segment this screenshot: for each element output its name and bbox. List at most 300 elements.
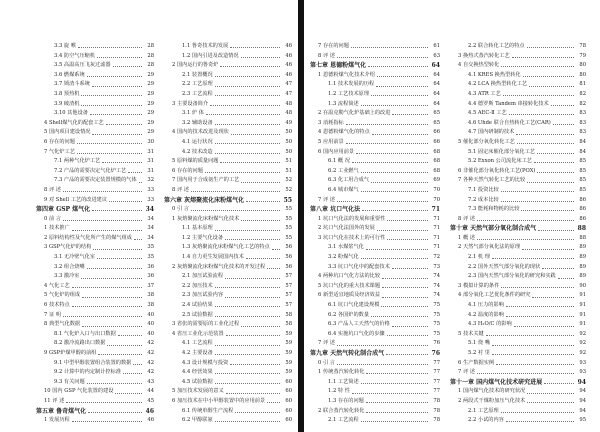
toc-entry-title: 第十一章 国内煤气化技术研究进展 xyxy=(450,378,543,386)
toc-entry-title: 9 对 Shell 工艺的改进建议 xyxy=(44,196,108,203)
dot-leader xyxy=(517,143,574,144)
toc-entry-page: 72 xyxy=(433,254,440,261)
toc-entry-page: 40 xyxy=(147,311,154,318)
toc-entry xyxy=(164,119,292,129)
toc-entry-page: 74 xyxy=(433,292,440,299)
toc-entry-title: 3.7 锁渣斗系统 xyxy=(54,81,90,88)
toc-entry xyxy=(36,119,154,129)
toc-entry-page: 86 xyxy=(579,215,586,222)
toc-entry xyxy=(310,282,440,292)
toc-entry-title: 3.3 旋 喉 xyxy=(54,43,76,49)
dot-leader xyxy=(337,364,428,365)
toc-entry-page: 80 xyxy=(579,71,586,78)
toc-entry-page: 77 xyxy=(433,369,440,376)
dot-leader xyxy=(516,134,574,135)
toc-entry xyxy=(310,234,440,244)
toc-entry-title: 11 评 述 xyxy=(44,397,65,404)
toc-entry-title: 6.2 甲醇联氨 xyxy=(182,417,213,424)
toc-entry-page: 93 xyxy=(579,369,586,376)
toc-entry xyxy=(450,52,586,62)
toc-entry xyxy=(164,416,292,426)
toc-entry xyxy=(450,359,586,369)
toc-entry-title: 2 国内运行的鲁奇炉 xyxy=(172,62,219,69)
toc-entry-page: 82 xyxy=(579,90,586,97)
dot-leader xyxy=(522,249,574,250)
toc-entry xyxy=(310,196,440,206)
toc-entry xyxy=(164,167,292,177)
toc-entry-title: 3 模拟计算的条件 xyxy=(458,282,500,289)
dot-leader xyxy=(72,306,142,307)
dot-leader xyxy=(514,326,574,327)
toc-entry-page: 46 xyxy=(285,43,292,49)
toc-entry-title: 10 国内 GSP 气化装置的建设 xyxy=(44,388,114,395)
dot-leader xyxy=(205,172,280,173)
toc-entry-title: 2.1 机 理 xyxy=(468,254,490,261)
toc-entry-page: 84 xyxy=(579,138,586,145)
toc-entry-title: 9.1 中型甲醇装置组合装置的数据 xyxy=(54,359,132,366)
toc-entry-title: 2.1 工艺原理 xyxy=(468,407,499,414)
dot-leader xyxy=(337,201,428,202)
dot-leader xyxy=(477,220,574,221)
toc-entry-page: 63 xyxy=(433,52,440,59)
toc-entry-title: 6.4 实施坑口气化的步骤 xyxy=(328,330,385,337)
toc-entry-title: 3.4 防空气压缩机 xyxy=(54,52,96,59)
toc-entry-page: 85 xyxy=(579,167,586,174)
toc-entry xyxy=(310,90,440,100)
dot-leader xyxy=(107,345,142,346)
toc-entry-title: 5 应用前景 xyxy=(318,138,344,145)
toc-entry xyxy=(310,71,440,81)
toc-entry-page: 82 xyxy=(579,100,586,107)
toc-entry-page: 52 xyxy=(285,177,292,184)
toc-entry xyxy=(310,407,440,417)
toc-entry-page: 78 xyxy=(433,407,440,414)
toc-entry-title: 1 发展历程 xyxy=(44,417,70,424)
dot-leader xyxy=(506,306,574,307)
toc-entry-title: 4 部分氧化工艺优化条件的研究 xyxy=(458,292,531,299)
toc-entry-title: 6 存在的问题 xyxy=(44,138,75,145)
toc-entry xyxy=(310,167,440,177)
dot-leader xyxy=(230,364,280,365)
dot-leader xyxy=(215,143,280,144)
toc-entry xyxy=(450,42,586,52)
dot-leader xyxy=(87,383,142,384)
toc-column-4 xyxy=(450,42,586,426)
toc-entry xyxy=(36,128,154,138)
toc-entry xyxy=(310,378,440,388)
toc-entry xyxy=(450,61,586,71)
dot-leader xyxy=(92,86,142,87)
toc-entry-title: 4 自交换热型转化 xyxy=(458,62,500,69)
toc-entry xyxy=(36,100,154,110)
toc-entry-page: 75 xyxy=(433,321,440,328)
dot-leader xyxy=(115,393,142,394)
toc-entry-title: 3.3 激冷室 xyxy=(54,273,80,280)
toc-entry xyxy=(36,349,154,359)
toc-entry xyxy=(310,387,440,397)
toc-entry-title: 4 Shell煤气化的配套工艺 xyxy=(44,119,104,126)
dot-leader xyxy=(225,297,280,298)
toc-entry-title: 5 气化炉的组成 xyxy=(44,292,81,299)
toc-entry-page: 35 xyxy=(147,254,154,261)
dot-leader xyxy=(246,258,280,259)
toc-entry xyxy=(310,148,440,158)
toc-entry-title: 7 气化炉工艺 xyxy=(44,148,75,155)
toc-entry-page: 40 xyxy=(147,330,154,337)
toc-entry-title: 4.1 压力的影响 xyxy=(468,302,504,309)
toc-entry-title: 2.2 小试的内容 xyxy=(468,417,504,424)
toc-entry-title: 2 联合蒸汽转化转化 xyxy=(318,407,365,414)
dot-leader xyxy=(551,105,574,106)
toc-entry-page: 61 xyxy=(433,43,440,49)
toc-entry-title: 1 恩德粉煤气化技术介绍 xyxy=(318,71,375,78)
toc-entry-page: 95 xyxy=(579,417,586,424)
toc-entry-title: 1.1 鲁奇技术的发展 xyxy=(182,43,229,49)
toc-entry-page: 46 xyxy=(285,52,292,59)
toc-entry-title: 4.4 德罗斯 Tandem 串接转化技术 xyxy=(468,100,549,107)
toc-entry-title: 4.2 LCA 换热型转化工艺 xyxy=(468,81,528,88)
toc-entry-page: 55 xyxy=(285,206,292,213)
toc-entry-title: 6.1 坑口气化建设规模 xyxy=(328,302,380,309)
dot-leader xyxy=(382,278,428,279)
toc-entry xyxy=(450,71,586,81)
toc-entry-page: 66 xyxy=(433,138,440,145)
toc-entry-page: 37 xyxy=(147,282,154,289)
toc-entry-title: 3.2 组合烧嘴 xyxy=(54,263,85,270)
toc-entry-title: 1.3 流程简述 xyxy=(328,100,359,107)
dot-leader xyxy=(371,182,428,183)
toc-entry-page: 74 xyxy=(433,282,440,289)
toc-entry-page: 85 xyxy=(579,177,586,184)
toc-entry-title: 9.3 有关问题 xyxy=(54,378,85,385)
toc-entry-page: 65 xyxy=(433,119,440,126)
toc-entry-page: 60 xyxy=(285,407,292,414)
toc-entry xyxy=(164,157,292,167)
toc-entry-page: 42 xyxy=(147,350,154,356)
toc-entry-page: 91 xyxy=(579,302,586,309)
toc-entry xyxy=(310,291,440,301)
toc-entry-page: 85 xyxy=(579,158,586,165)
toc-entry-title: 1.2 特 性 xyxy=(328,388,350,395)
toc-entry-page: 29 xyxy=(147,110,154,117)
toc-entry-page: 55 xyxy=(285,225,292,232)
toc-chapter-entry xyxy=(310,349,440,359)
toc-entry-title: 3.2 粉煤气化 xyxy=(328,254,359,261)
dot-leader xyxy=(63,316,142,317)
toc-entry-title: 第五章 鲁奇煤气化 xyxy=(36,407,87,415)
toc-entry-title: 6 加压技术在中小甲醇装置中的应用前景 xyxy=(172,397,266,404)
toc-entry-page: 77 xyxy=(433,378,440,385)
toc-entry-title: 8 评 述 xyxy=(172,186,189,193)
toc-entry xyxy=(36,291,154,301)
toc-entry-page: 57 xyxy=(285,292,292,299)
toc-entry xyxy=(36,186,154,196)
toc-entry xyxy=(164,186,292,196)
toc-entry xyxy=(450,272,586,282)
toc-entry-title: 6 国内应用前景 xyxy=(318,148,355,155)
toc-entry-page: 42 xyxy=(147,369,154,376)
dot-leader xyxy=(81,278,142,279)
toc-entry-page: 31 xyxy=(147,148,154,155)
toc-entry-page: 28 xyxy=(147,62,154,69)
toc-entry-title: 4.1 运行状况 xyxy=(182,138,213,145)
dot-leader xyxy=(215,306,280,307)
dot-leader xyxy=(521,210,574,211)
toc-entry-page: 29 xyxy=(147,90,154,97)
dot-leader xyxy=(386,354,428,355)
dot-leader xyxy=(346,124,428,125)
toc-entry-title: 5 原料煤的质量问题 xyxy=(172,158,219,165)
toc-entry xyxy=(450,320,586,330)
toc-entry-page: 65 xyxy=(433,110,440,117)
toc-entry-title: 1 灰熔聚流化床粉煤气化技术 xyxy=(172,215,240,222)
toc-entry xyxy=(164,320,292,330)
dot-leader xyxy=(392,268,428,269)
dot-leader xyxy=(272,249,280,250)
toc-entry-page: 75 xyxy=(433,311,440,318)
dot-leader xyxy=(113,66,142,67)
dot-leader xyxy=(215,354,280,355)
toc-entry-title: 第六章 灰熔聚流化床粉煤气化 xyxy=(164,196,245,204)
toc-entry-title: 7.1 两种气化炉工艺 xyxy=(54,158,101,165)
toc-entry-page: 60 xyxy=(285,397,292,404)
toc-entry xyxy=(450,416,586,426)
toc-entry-title: 5 坑口气化的重大技术课题 xyxy=(318,282,381,289)
toc-entry-page: 58 xyxy=(285,321,292,328)
dot-leader xyxy=(267,402,280,403)
toc-entry-title: 1.4 自力更生发展国内技术 xyxy=(182,254,244,261)
toc-entry-page: 32 xyxy=(147,177,154,184)
dot-leader xyxy=(230,47,280,48)
dot-leader xyxy=(109,201,142,202)
toc-entry-page: 59 xyxy=(285,340,292,347)
toc-entry xyxy=(36,253,154,263)
toc-entry xyxy=(450,407,586,417)
toc-entry-page: 51 xyxy=(285,167,292,174)
toc-entry xyxy=(450,339,586,349)
toc-entry-page: 93 xyxy=(579,359,586,366)
toc-entry-page: 89 xyxy=(579,273,586,280)
toc-entry-page: 68 xyxy=(433,167,440,174)
dot-leader xyxy=(501,412,574,413)
right-page xyxy=(304,0,600,432)
toc-entry xyxy=(164,330,292,340)
toc-entry-title: 7 各种天然气转化工艺的比较 xyxy=(458,177,526,184)
dot-leader xyxy=(486,335,574,336)
dot-leader xyxy=(337,57,428,58)
toc-entry-page: 71 xyxy=(433,215,440,222)
dot-leader xyxy=(366,412,428,413)
dot-leader xyxy=(88,412,142,413)
toc-entry-title: 3.6 燃煤系统 xyxy=(54,71,85,78)
dot-leader xyxy=(97,57,142,58)
toc-entry-title: 1.1 工艺简述 xyxy=(328,378,359,385)
toc-entry-title: 3 消耗指标 xyxy=(318,119,344,126)
toc-entry-title: 7.3 能耗和物耗的比较 xyxy=(468,206,520,213)
toc-entry-page: 50 xyxy=(285,148,292,155)
dot-leader xyxy=(246,201,280,202)
toc-entry xyxy=(310,42,440,52)
toc-entry-page: 31 xyxy=(147,158,154,165)
dot-leader xyxy=(534,162,574,163)
toc-entry-page: 76 xyxy=(433,340,440,347)
dot-leader xyxy=(377,76,428,77)
toc-entry xyxy=(310,272,440,282)
toc-entry-page: 50 xyxy=(285,138,292,145)
toc-entry-title: 1.2 国内引进及改造情况 xyxy=(182,52,239,59)
toc-entry-page: 83 xyxy=(579,110,586,117)
dot-leader xyxy=(226,335,280,336)
dot-leader xyxy=(81,95,142,96)
dot-leader xyxy=(492,345,574,346)
toc-entry-title: 2.3 国内天然气部分氧化的研究和实践 xyxy=(468,273,556,280)
toc-entry xyxy=(36,301,154,311)
dot-leader xyxy=(371,316,428,317)
toc-entry xyxy=(450,157,586,167)
toc-entry-title: 0 引 言 xyxy=(318,359,335,366)
toc-entry-title: 2 灰熔聚流化床粉煤气化技术的开发过程 xyxy=(172,263,266,270)
toc-entry-page: 30 xyxy=(147,138,154,145)
dot-leader xyxy=(226,393,280,394)
toc-entry xyxy=(36,109,154,119)
toc-entry-page: 47 xyxy=(285,81,292,88)
toc-entry-title: 7.3 产品的需要决定装置规模的气体 xyxy=(54,177,137,184)
toc-entry xyxy=(164,42,292,52)
dot-leader xyxy=(241,57,280,58)
toc-entry xyxy=(310,397,440,407)
dot-leader xyxy=(372,134,428,135)
toc-entry-title: 8.1 气化炉入口与出口数据 xyxy=(54,330,116,337)
dot-leader xyxy=(376,86,428,87)
toc-entry-title: 6.1 传统单醇生产流程 xyxy=(182,407,234,414)
toc-entry xyxy=(164,368,292,378)
toc-entry-page: 84 xyxy=(579,148,586,155)
toc-column-2 xyxy=(164,42,292,426)
toc-entry xyxy=(450,253,586,263)
toc-entry-page: 92 xyxy=(579,340,586,347)
toc-entry-page: 33 xyxy=(147,196,154,203)
toc-entry-page: 43 xyxy=(147,378,154,385)
dot-leader xyxy=(78,47,142,48)
dot-leader xyxy=(63,191,142,192)
toc-entry-page: 28 xyxy=(147,52,154,59)
toc-entry-page: 44 xyxy=(147,388,154,395)
toc-entry-title: 3.1 水煤浆气化 xyxy=(328,244,364,251)
dot-leader xyxy=(235,412,280,413)
toc-entry-page: 46 xyxy=(285,62,292,69)
toc-entry xyxy=(450,387,586,397)
dot-leader xyxy=(501,66,574,67)
toc-entry-title: 3 主要设备简介 xyxy=(172,100,209,107)
toc-entry xyxy=(36,339,154,349)
toc-entry-title: 2 在温克勒气化炉基础上的改进 xyxy=(318,110,391,117)
toc-entry xyxy=(310,330,440,340)
toc-entry-title: 1.1 基本原理 xyxy=(182,225,213,232)
toc-entry xyxy=(36,61,154,71)
toc-entry xyxy=(450,205,586,215)
dot-leader xyxy=(106,124,142,125)
dot-leader xyxy=(537,153,574,154)
toc-entry xyxy=(450,119,586,129)
dot-leader xyxy=(477,239,574,240)
dot-leader xyxy=(361,105,428,106)
toc-entry-page: 34 xyxy=(147,215,154,222)
toc-entry-page: 48 xyxy=(285,110,292,117)
toc-entry xyxy=(310,311,440,321)
toc-entry-title: 3.5 高温高压飞灰过滤器 xyxy=(54,62,111,69)
toc-entry-title: 4.5 AEC-Ⅱ 工艺 xyxy=(468,110,507,117)
toc-entry-title: 8 评 述 xyxy=(44,186,61,193)
toc-entry-page: 89 xyxy=(579,263,586,270)
toc-entry-title: 4.3 ATR 工艺 xyxy=(468,90,501,97)
toc-column-1 xyxy=(36,42,154,426)
toc-entry xyxy=(36,272,154,282)
toc-entry-title: 1 国内煤气化技术的研究状况 xyxy=(458,388,526,395)
toc-entry-page: 55 xyxy=(285,215,292,222)
toc-entry-title: 1 技术推广 xyxy=(44,225,70,232)
toc-entry xyxy=(36,176,154,186)
toc-entry-title: 5 国内项目建设情况 xyxy=(44,129,91,136)
toc-entry-title: 7.2 产品的需要决定气化炉工艺 xyxy=(54,167,127,174)
toc-entry xyxy=(164,109,292,119)
toc-entry-title: 5.2 衬 里 xyxy=(468,350,490,356)
toc-entry-page: 51 xyxy=(285,158,292,165)
toc-entry-title: 4.1 KRES 换热型转化 xyxy=(468,71,521,78)
toc-entry-page: 81 xyxy=(579,81,586,88)
dot-leader xyxy=(215,421,280,422)
toc-entry-page: 71 xyxy=(433,225,440,232)
toc-entry-page: 56 xyxy=(285,254,292,261)
toc-entry-page: 68 xyxy=(433,148,440,155)
toc-entry-page: 42 xyxy=(147,359,154,366)
toc-entry xyxy=(36,243,154,253)
toc-entry-title: 7 国内用于合成氨生产的工艺 xyxy=(172,177,240,184)
toc-entry-page: 75 xyxy=(433,302,440,309)
dot-leader xyxy=(81,105,142,106)
toc-entry-title: 1 传统蒸汽转化转化 xyxy=(318,369,365,376)
dot-leader xyxy=(98,354,142,355)
toc-entry-title: 2.1 装置概况 xyxy=(182,71,213,78)
toc-entry-page: 92 xyxy=(579,350,586,356)
dot-leader xyxy=(128,172,142,173)
toc-entry-title: 4 两种坑口气化方法的比较 xyxy=(318,273,381,280)
toc-entry-page: 64 xyxy=(433,90,440,97)
toc-entry-page: 40 xyxy=(147,321,154,328)
toc-entry-page: 36 xyxy=(147,273,154,280)
dot-leader xyxy=(220,162,280,163)
toc-entry-title: 1.2 主要气化设备 xyxy=(182,234,224,241)
toc-entry-page: 58 xyxy=(285,311,292,318)
toc-entry-title: 2.2 工艺原理 xyxy=(182,81,213,88)
dot-leader xyxy=(93,249,142,250)
dot-leader xyxy=(231,134,280,135)
toc-entry-title: 5 技术关键 xyxy=(458,330,484,337)
toc-entry-page: 56 xyxy=(285,263,292,270)
dot-leader xyxy=(361,421,428,422)
toc-entry xyxy=(164,215,292,225)
toc-entry xyxy=(310,301,440,311)
toc-entry-title: 1.3 存在的问题 xyxy=(328,397,364,404)
dot-leader xyxy=(215,76,280,77)
toc-entry xyxy=(164,243,292,253)
toc-entry-page: 83 xyxy=(579,119,586,126)
toc-entry-title: 4 恩德粉煤气化的特点 xyxy=(318,129,370,136)
toc-entry-title: 2 坑口气化法国外的发展 xyxy=(318,225,375,232)
dot-leader xyxy=(206,114,280,115)
toc-entry xyxy=(450,282,586,292)
dot-leader xyxy=(351,47,428,48)
toc-entry xyxy=(164,61,292,71)
